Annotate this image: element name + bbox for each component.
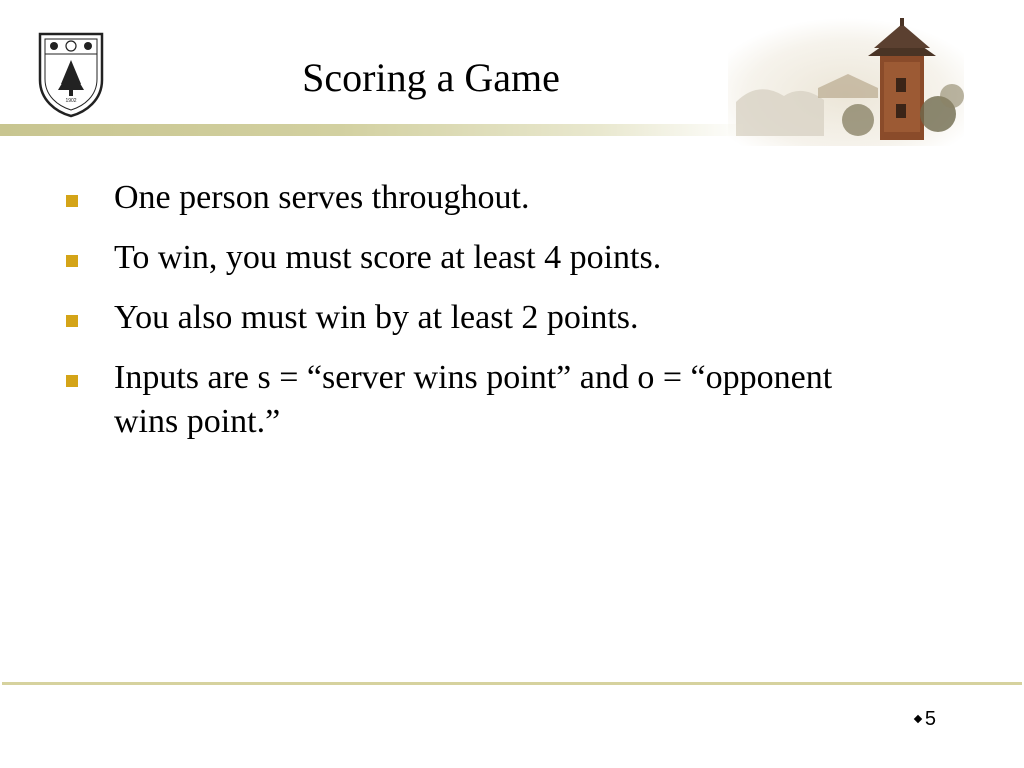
bullet-list (60, 176, 880, 460)
diamond-icon (914, 714, 922, 722)
bullet-item (60, 296, 880, 340)
square-bullet-icon (66, 315, 78, 327)
bullet-text: One person serves throughout. (114, 179, 530, 216)
footer-divider (2, 682, 1022, 685)
bullet-text: You also must win by at least 2 points. (114, 299, 639, 336)
tower-image (728, 18, 964, 146)
bullet-item (60, 176, 880, 220)
bullet-item (60, 356, 880, 444)
bullet-item (60, 236, 880, 280)
slide-title: Scoring a Game (302, 55, 560, 100)
square-bullet-icon (66, 195, 78, 207)
svg-text:1902: 1902 (65, 98, 77, 104)
header-band (0, 124, 750, 136)
bullet-text: Inputs are s = “server wins point” and o = “opponent wins point.” (114, 359, 833, 440)
page-number-text: 5 (924, 708, 936, 730)
page-number (915, 708, 936, 731)
square-bullet-icon (66, 255, 78, 267)
bullet-text: To win, you must score at least 4 points. (114, 239, 662, 276)
square-bullet-icon (66, 375, 78, 387)
